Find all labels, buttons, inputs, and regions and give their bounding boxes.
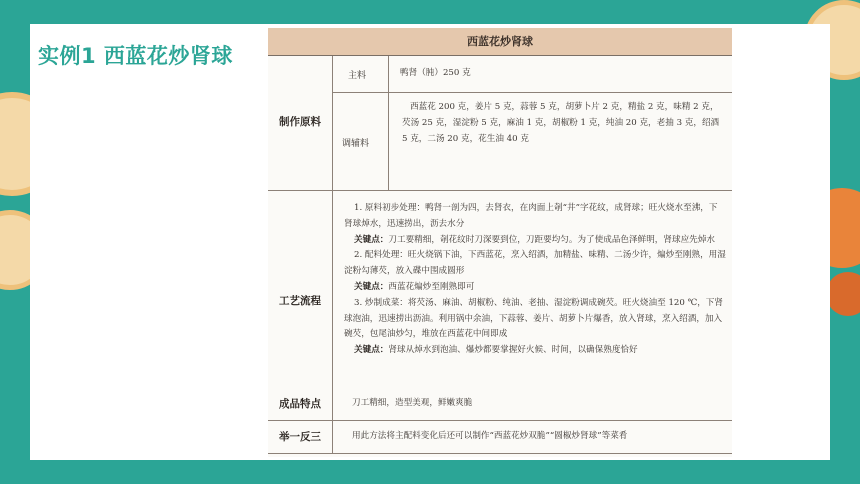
key-point-2 — [344, 280, 726, 296]
extension-text: 用此方法将主配料变化后还可以制作“西蓝花炒双脆”“圆椒炒肾球”等菜肴 — [352, 431, 628, 441]
divider-v5 — [332, 421, 333, 453]
divider-v1 — [332, 56, 333, 190]
table-footer-rows — [268, 387, 732, 457]
key-text-3: 肾球从焯水到泡油、爆炒都要掌握好火候、时间，以确保熟度恰好 — [388, 345, 638, 356]
row-process — [268, 191, 732, 415]
decor-flower-right-small — [826, 272, 860, 316]
features-text: 刀工精细，造型美观，鲜嫩爽脆 — [352, 398, 473, 408]
key-point-3 — [344, 343, 726, 359]
label-extension: 举一反三 — [279, 431, 321, 443]
label-seasoning: 调辅料 — [342, 139, 370, 149]
step-3: 3. 炒制成菜：将芡汤、麻油、胡椒粉、纯油、老抽、湿淀粉调成碗芡。旺火烧油至 120 ℃，下肾球泡油，迅速捞出沥油。利用锅中余油，下蒜蓉、姜片、胡萝卜片爆香，放入肾球，烹入绍酒，加入碗芡，包尾油炒匀，堆放在西蓝花中间即成 — [344, 297, 723, 340]
divider-v2 — [388, 56, 389, 190]
row-materials — [268, 56, 732, 191]
label-materials: 制作原料 — [279, 116, 321, 128]
row-extension — [268, 421, 732, 454]
key-label-3: 关键点： — [354, 345, 389, 356]
step-2: 2. 配料处理：旺火烧锅下油，下西蓝花，烹入绍酒，加精盐、味精、二汤少许，煸炒至刚熟，用湿淀粉勾薄芡，放入碟中围成圆形 — [344, 250, 726, 277]
key-point-1 — [344, 233, 726, 249]
label-features: 成品特点 — [279, 398, 321, 410]
key-label-1: 关键点： — [354, 234, 389, 245]
divider-h-main — [333, 92, 732, 93]
step-1: 1. 原料初步处理：鸭肾一剖为四，去肾衣，在肉面上剞“井”字花纹，成肾球；旺火烧水至沸，下肾球焯水，迅速捞出，沥去水分 — [344, 203, 718, 229]
divider-v4 — [332, 387, 333, 420]
table-heading: 西蓝花炒肾球 — [268, 28, 732, 56]
seasoning-value: 西蓝花 200 克，姜片 5 克，蒜蓉 5 克，胡萝卜片 2 克，精盐 2 克，味精 2 克，芡汤 25 克，湿淀粉 5 克，麻油 1 克，胡椒粉 1 克，纯油 20 克，老抽 3 克，绍酒 5 克，二汤 20 克，花生油 40 克 — [402, 102, 720, 144]
key-text-1: 刀工要精细，剞花纹时刀深要到位，刀距要均匀。为了使成品色泽鲜明，肾球应先焯水 — [388, 234, 715, 245]
slide-title: 实例1 西蓝花炒肾球 — [38, 44, 233, 68]
row-features-cell — [268, 387, 732, 421]
key-label-2: 关键点： — [354, 281, 389, 292]
process-text — [344, 201, 726, 359]
label-process: 工艺流程 — [279, 295, 321, 307]
main-ingredient-value: 鸭肾（肫）250 克 — [400, 68, 471, 78]
divider-v3 — [332, 191, 333, 414]
label-main-ingredient: 主料 — [348, 71, 367, 81]
key-text-2: 西蓝花煸炒至刚熟即可 — [388, 281, 475, 292]
